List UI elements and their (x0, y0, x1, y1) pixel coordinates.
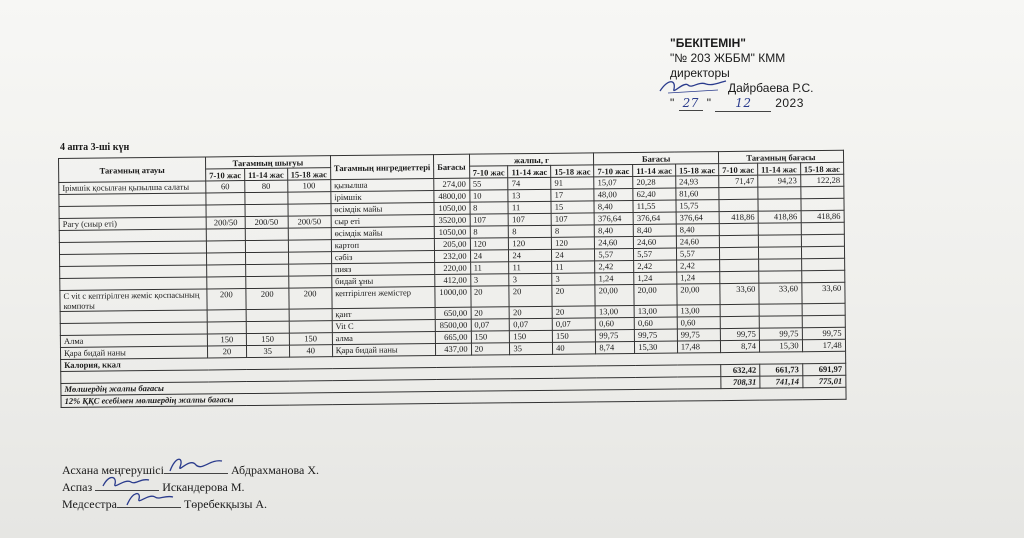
output-value (206, 229, 245, 241)
cost-value: 8,74 (596, 341, 635, 353)
dish-cost-value (801, 234, 844, 246)
output-value: 200 (207, 289, 246, 310)
ingredient-price: 4800,00 (434, 190, 470, 202)
grams-value: 3 (470, 274, 509, 286)
date-year: 2023 (775, 96, 804, 110)
cost-value: 24,60 (595, 236, 634, 248)
output-value (206, 193, 245, 205)
grams-value: 0,07 (552, 318, 595, 330)
output-value (245, 228, 288, 240)
dish-cost-value (801, 222, 844, 234)
ingredient-price: 8500,00 (435, 319, 471, 331)
grams-value: 20 (552, 285, 595, 306)
approval-org: "№ 203 ЖББМ" КММ (670, 51, 786, 65)
week-day-label: 4 апта 3-ші күн (60, 142, 130, 153)
output-value (246, 309, 289, 321)
ingredient-price: 205,00 (435, 238, 471, 250)
dish-cost-value (720, 304, 759, 316)
output-value (289, 321, 332, 333)
grams-value: 40 (553, 342, 596, 354)
grams-value: 8 (509, 225, 552, 237)
grams-value: 8 (470, 202, 509, 214)
ingredient-price: 650,00 (435, 307, 471, 319)
dish-cost-value: 418,86 (758, 211, 801, 223)
subtotal-value: 632,42 (721, 364, 760, 376)
cost-value: 20,00 (595, 284, 634, 305)
grams-value: 107 (551, 213, 594, 225)
vat-label: 12% ҚҚС есебімен мөлшердің жалпы бағасы (61, 387, 846, 407)
dish-cost-value (801, 198, 844, 210)
grams-value: 24 (509, 249, 552, 261)
grams-value: 150 (552, 330, 595, 342)
signature-line (62, 496, 319, 513)
cost-value: 48,00 (594, 188, 633, 200)
grams-value: 0,07 (471, 319, 510, 331)
age-header: 11-14 жас (633, 164, 676, 176)
grams-value: 13 (508, 189, 551, 201)
cost-value: 11,55 (633, 200, 676, 212)
output-value: 20 (207, 346, 246, 358)
menu-body (59, 174, 846, 359)
cost-value: 5,57 (595, 248, 634, 260)
output-value (246, 276, 289, 288)
cost-value: 8,40 (633, 224, 676, 236)
cost-value: 376,64 (633, 212, 676, 224)
cost-value: 0,60 (677, 317, 720, 329)
cost-value: 62,40 (633, 188, 676, 200)
ingredient-price: 232,00 (435, 250, 471, 262)
dish-cost-value: 418,86 (719, 211, 758, 223)
age-header: 15-18 жас (800, 162, 843, 174)
output-value: 100 (287, 180, 330, 192)
cost-value: 2,42 (634, 260, 677, 272)
total-value: 708,31 (721, 376, 760, 388)
dish-cost-value (800, 186, 843, 198)
output-value (288, 276, 331, 288)
ingredient-price: 3520,00 (434, 214, 470, 226)
ingredient-name: Vit C (332, 320, 436, 333)
total-value: 741,14 (760, 376, 803, 388)
ingredient-name: алма (332, 332, 436, 345)
dish-cost-value: 122,28 (800, 174, 843, 186)
output-value (287, 192, 330, 204)
dish-name: Ірімшік қосылған қызылша салаты (59, 181, 206, 195)
output-value (288, 228, 331, 240)
dish-cost-value (801, 258, 844, 270)
ingredient-price: 412,00 (435, 274, 471, 286)
grams-value: 120 (509, 237, 552, 249)
dish-cost-value: 15,30 (759, 340, 802, 352)
grams-value: 3 (509, 273, 552, 285)
ingredient-price: 220,00 (435, 262, 471, 274)
cost-value: 17,48 (677, 341, 720, 353)
dish-cost-value (802, 303, 845, 315)
dish-cost-value (758, 223, 801, 235)
totals-body (61, 351, 846, 407)
output-value (245, 240, 288, 252)
cost-value: 13,00 (595, 305, 634, 317)
output-value: 80 (245, 180, 288, 192)
cost-value: 99,75 (677, 329, 720, 341)
grams-value: 24 (470, 250, 509, 262)
cost-value: 2,42 (595, 260, 634, 272)
menu-table (58, 150, 846, 408)
output-value: 150 (207, 334, 246, 346)
age-header: 7-10 жас (469, 166, 508, 178)
cost-value: 20,00 (677, 284, 720, 305)
cost-value: 20,00 (634, 284, 677, 305)
cost-value: 24,60 (634, 236, 677, 248)
cost-value: 8,40 (676, 224, 719, 236)
dish-cost-value: 94,23 (758, 175, 801, 187)
output-value (288, 240, 331, 252)
output-value (288, 252, 331, 264)
cost-value: 13,00 (677, 305, 720, 317)
output-value (207, 253, 246, 265)
cost-value: 20,28 (633, 176, 676, 188)
ingredient-price: 274,00 (434, 178, 470, 190)
output-value (207, 310, 246, 322)
cost-value: 1,24 (595, 272, 634, 284)
dish-cost-value (719, 199, 758, 211)
cost-value: 5,57 (634, 248, 677, 260)
output-header: Тағамның шығуы (205, 156, 330, 169)
age-header: 7-10 жас (206, 169, 245, 181)
grams-value: 8 (551, 225, 594, 237)
dish-cost-value (719, 187, 758, 199)
subtotal-value: 691,97 (802, 363, 845, 375)
signature-role: Асхана меңгерушісі (62, 463, 164, 477)
director-signature-icon (658, 75, 728, 97)
ingredient-name: картоп (331, 239, 435, 252)
calories-label: Калория, ккал (61, 351, 846, 371)
grams-value: 20 (470, 286, 509, 307)
ingredient-price: 1050,00 (434, 226, 470, 238)
output-value: 60 (206, 181, 245, 193)
cost-value: 0,60 (634, 317, 677, 329)
signature-role: Медсестра (62, 497, 117, 511)
ingredient-name: Қара бидай наны (332, 344, 436, 357)
dish-cost-value: 33,60 (759, 283, 802, 304)
cost-value: 8,40 (594, 200, 633, 212)
grams-value: 91 (551, 177, 594, 189)
cost-value: 5,57 (676, 248, 719, 260)
ingredient-name: өсімдік майы (331, 227, 435, 240)
grams-value: 11 (552, 261, 595, 273)
dish-cost-value: 8,74 (720, 340, 759, 352)
approval-title: "БЕКІТЕМІН" (670, 36, 746, 50)
cost-value: 15,75 (676, 200, 719, 212)
cost-value: 1,24 (634, 272, 677, 284)
output-value (288, 204, 331, 216)
age-header: 11-14 жас (245, 168, 288, 180)
cost-value: 13,00 (634, 305, 677, 317)
price-header: Бағасы (434, 154, 470, 178)
ingredient-name: қызылша (330, 179, 434, 192)
dish-cost-value (801, 246, 844, 258)
ingredient-name: кептірілген жемістер (332, 287, 436, 309)
output-value (206, 205, 245, 217)
total-label: Мөлшердің жалпы бағасы (61, 377, 721, 396)
signature-icon (119, 487, 179, 509)
ingredient-price: 665,00 (435, 331, 471, 343)
cost-value: 15,07 (594, 176, 633, 188)
output-value: 35 (246, 345, 289, 357)
output-value: 150 (289, 333, 332, 345)
dish-cost-value (719, 235, 758, 247)
cost-value: 0,60 (595, 317, 634, 329)
approval-role: директоры (670, 66, 730, 80)
signature-line (62, 479, 319, 496)
ingredient-price: 1000,00 (435, 286, 471, 307)
signature-name: Абдрахманова Х. (230, 463, 320, 477)
cost-value: 376,64 (594, 212, 633, 224)
cost-value: 99,75 (635, 329, 678, 341)
grams-value: 3 (552, 273, 595, 285)
director-line (670, 81, 970, 96)
output-value: 200/50 (206, 217, 245, 229)
dish-name: Алма (60, 334, 207, 348)
dish-cost-value (720, 316, 759, 328)
dish-cost-value (720, 271, 759, 283)
dish-cost-value (758, 247, 801, 259)
dish-cost-value (759, 259, 802, 271)
grams-value: 20 (471, 343, 510, 355)
dish-cost-value: 99,75 (759, 328, 802, 340)
grams-value: 11 (508, 201, 551, 213)
ingredient-name: қант (332, 308, 436, 321)
dish-cost-value: 33,60 (801, 282, 844, 303)
output-value (207, 277, 246, 289)
age-header: 7-10 жас (594, 164, 633, 176)
output-value (206, 241, 245, 253)
total-value: 775,01 (802, 375, 845, 387)
cost-header: Бағасы (594, 152, 719, 165)
grams-value: 74 (508, 177, 551, 189)
signatures-block (62, 462, 319, 513)
dish-name: С vit с кептірілген жеміс қоспасының компоты (60, 289, 207, 312)
dish-cost-value (759, 316, 802, 328)
output-value: 150 (246, 333, 289, 345)
approval-block (670, 36, 970, 112)
output-value (246, 264, 289, 276)
grams-value: 11 (509, 261, 552, 273)
director-name: Дайрбаева Р.С. (728, 81, 814, 95)
grams-value: 17 (551, 189, 594, 201)
cost-value: 99,75 (596, 329, 635, 341)
dish-cost-value: 99,75 (802, 327, 845, 339)
ingredient-name: өсімдік майы (331, 203, 435, 216)
output-value: 200 (246, 288, 289, 309)
dish-cost-value (758, 187, 801, 199)
dish-header: Тағамның атауы (59, 157, 206, 183)
ingredient-name: сәбіз (331, 251, 435, 264)
ingredient-name: бидай ұны (331, 275, 435, 288)
ingredient-price: 1050,00 (434, 202, 470, 214)
cost-value: 24,60 (676, 236, 719, 248)
dish-cost-value: 33,60 (720, 283, 759, 304)
age-header: 15-18 жас (287, 168, 330, 180)
output-value (288, 264, 331, 276)
ingredient-name: ірімшік (331, 191, 435, 204)
grams-value: 20 (552, 306, 595, 318)
dish-cost-header: Тағамның бағасы (719, 150, 844, 163)
age-header: 15-18 жас (675, 164, 718, 176)
output-value: 200/50 (288, 216, 331, 228)
grams-value: 35 (510, 342, 553, 354)
grams-value: 24 (552, 249, 595, 261)
ingredient-name: пияз (331, 263, 435, 276)
grams-value: 10 (469, 190, 508, 202)
dish-cost-value (720, 259, 759, 271)
grams-value: 20 (509, 285, 552, 306)
signature-name: Төребекқызы А. (183, 497, 268, 511)
date-month: 12 (715, 96, 771, 112)
grams-value: 20 (471, 307, 510, 319)
dish-cost-value (802, 315, 845, 327)
age-header: 7-10 жас (719, 163, 758, 175)
output-value (245, 252, 288, 264)
total-g-header: жалпы, г (469, 153, 594, 166)
grams-value: 20 (510, 306, 553, 318)
output-value: 200/50 (245, 216, 288, 228)
cost-value: 2,42 (676, 260, 719, 272)
dish-name: Қара бидай наны (60, 346, 207, 360)
dish-cost-value (758, 199, 801, 211)
output-value (289, 309, 332, 321)
dish-cost-value: 418,86 (801, 210, 844, 222)
grams-value: 107 (509, 213, 552, 225)
cost-value: 81,60 (676, 188, 719, 200)
output-value (207, 265, 246, 277)
grams-value: 11 (470, 262, 509, 274)
date-day: 27 (679, 96, 703, 111)
signature-name: Искандерова М. (162, 480, 245, 494)
dish-cost-value (759, 304, 802, 316)
dish-cost-value (758, 235, 801, 247)
output-value (246, 321, 289, 333)
dish-cost-value: 99,75 (720, 328, 759, 340)
dish-cost-value (720, 247, 759, 259)
grams-value: 120 (470, 238, 509, 250)
dish-cost-value (719, 223, 758, 235)
dish-name: Рагу (сиыр еті) (59, 217, 206, 231)
ingredient-price: 437,00 (436, 343, 472, 355)
output-value: 40 (289, 345, 332, 357)
dish-cost-value: 17,48 (802, 339, 845, 351)
ingredient-name: сыр еті (331, 215, 435, 228)
grams-value: 120 (551, 237, 594, 249)
dish-cost-value: 71,47 (719, 175, 758, 187)
subtotal-value: 661,73 (760, 364, 803, 376)
grams-value: 15 (551, 201, 594, 213)
cost-value: 376,64 (676, 212, 719, 224)
signature-icon (166, 453, 226, 475)
cost-value: 15,30 (635, 341, 678, 353)
signature-role: Аспаз (62, 480, 93, 494)
output-value (245, 204, 288, 216)
dish-cost-value (759, 271, 802, 283)
grams-value: 150 (510, 330, 553, 342)
cost-value: 8,40 (595, 224, 634, 236)
grams-value: 107 (470, 214, 509, 226)
output-value: 200 (288, 288, 331, 309)
grams-value: 150 (471, 331, 510, 343)
age-header: 11-14 жас (758, 163, 801, 175)
dish-cost-value (801, 270, 844, 282)
ingredients-header: Тағамның ингредиеттері (330, 155, 434, 180)
grams-value: 8 (470, 226, 509, 238)
age-header: 11-14 жас (508, 165, 551, 177)
output-value (207, 322, 246, 334)
grams-value: 55 (469, 178, 508, 190)
age-header: 15-18 жас (551, 165, 594, 177)
grams-value: 0,07 (510, 318, 553, 330)
cost-value: 24,93 (676, 176, 719, 188)
output-value (245, 192, 288, 204)
approval-date: " 27 " 12 2023 (670, 96, 804, 110)
cost-value: 1,24 (677, 272, 720, 284)
